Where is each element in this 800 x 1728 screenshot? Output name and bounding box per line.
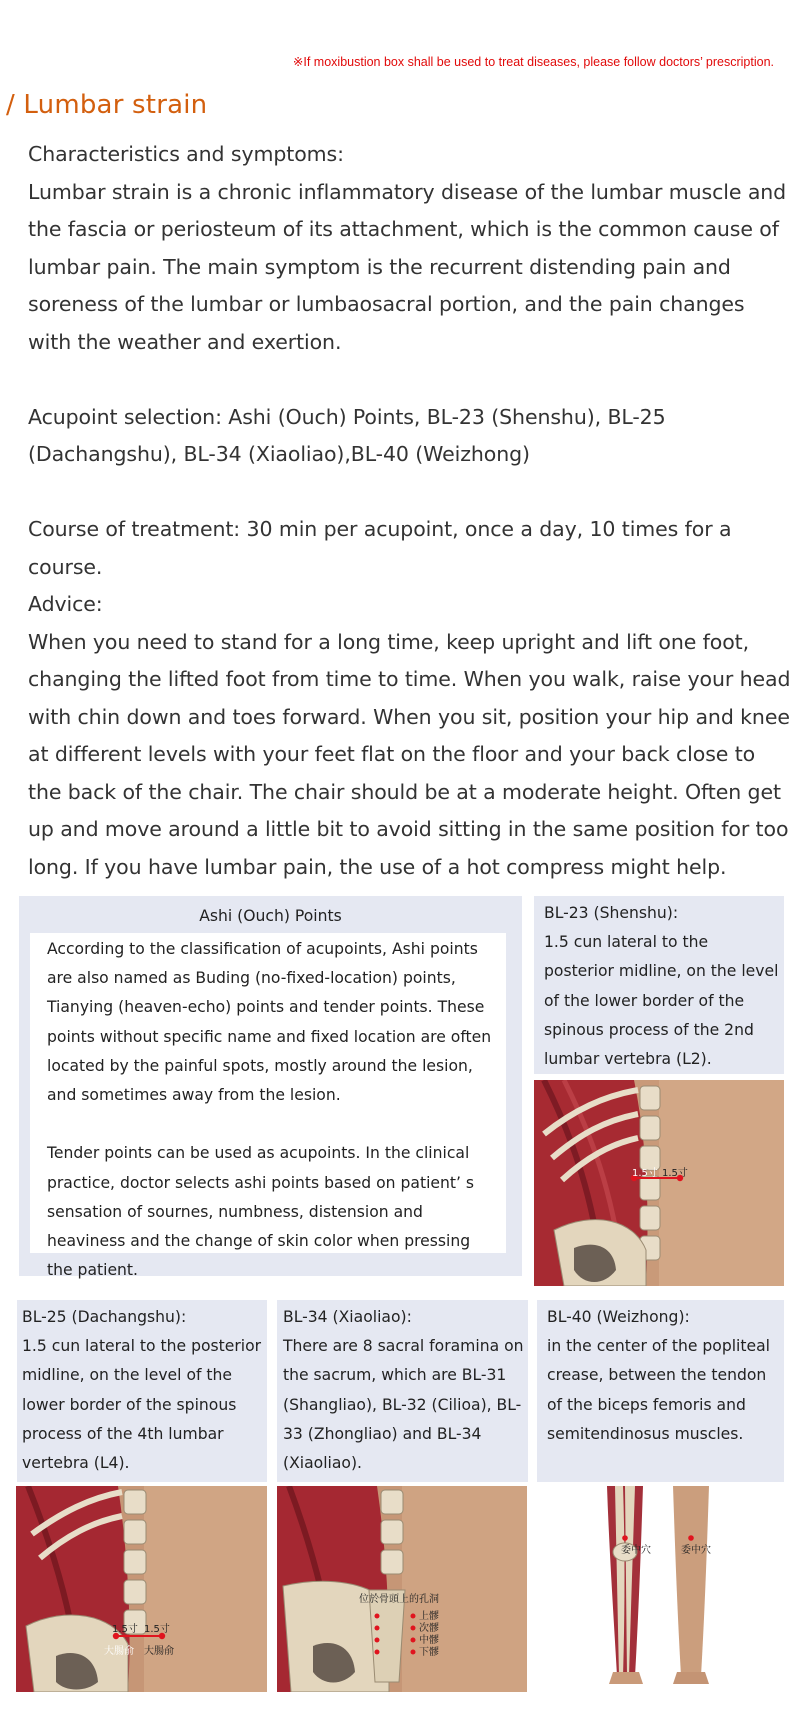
bl25-distance-right: 1.5寸 [144,1624,170,1635]
bl34-point-4: 下髎 [419,1647,439,1658]
bl25-point-left: 大腸俞 [104,1646,134,1657]
bl40-label-right: 委中穴 [681,1545,711,1556]
bl25-illustration [16,1486,267,1692]
bl25-panel [17,1300,267,1482]
characteristics-label: Characteristics and symptoms: [28,142,344,166]
bl23-distance-left: 1.5寸 [632,1168,658,1179]
ashi-panel [19,896,522,1280]
page-title: / Lumbar strain [6,90,208,120]
bl23-panel [534,896,784,1074]
bl40-panel [537,1300,784,1482]
advice-label: Advice: [28,592,103,616]
moxibustion-warning: ※If moxibustion box shall be used to treat diseases, please follow doctors’ prescription. [292,55,774,69]
bl34-illustration [277,1486,527,1692]
bl23-illustration [534,1080,784,1286]
bl40-title: BL-40 (Weizhong): [547,1308,690,1326]
ashi-title: Ashi (Ouch) Points [199,907,342,925]
bl34-title: BL-34 (Xiaoliao): [283,1308,412,1326]
bl40-label-left: 委中穴 [621,1545,651,1556]
bl34-point-3: 中髎 [419,1635,439,1646]
bl23-title: BL-23 (Shenshu): [544,904,679,922]
bl23-description: 1.5 cun lateral to the posterior midline, on the level of the lower border of the spinous process of the 2nd lumbar vertebra (L2). [544,933,779,1069]
bl34-caption: 位於骨頭上的孔洞 [359,1594,439,1605]
bl34-description: There are 8 sacral foramina on the sacrum, which are BL-31 (Shangliao), BL-32 (Cilioa), BL-33 (Zhongliao) and BL-34 (Xiaoliao). [283,1337,524,1473]
ashi-description [30,933,506,1280]
ashi-paragraph-2: Tender points can be used as acupoints. In the clinical practice, doctor selects ashi points based on patient’ s sensation of sournes, numbness, distension and heaviness and the change of skin color when pressing the patient. [47,1144,475,1280]
bl25-point-right: 大腸俞 [144,1646,174,1657]
bl34-point-1: 上髎 [419,1611,439,1622]
bl25-title: BL-25 (Dachangshu): [22,1308,187,1326]
acupoint-selection: Acupoint selection: Ashi (Ouch) Points, BL-23 (Shenshu), BL-25 (Dachangshu), BL-34 (Xiaoliao),BL-40 (Weizhong) [28,404,666,466]
course-of-treatment: Course of treatment: 30 min per acupoint, once a day, 10 times for a course. [28,517,732,579]
characteristics-body: Lumbar strain is a chronic inflammatory disease of the lumbar muscle and the fascia or periosteum of its attachment, which is the common cause of lumbar pain. The main symptom is the recurrent distending pain and soreness of the lumbar or lumbaosacral portion, and the pain changes with the weather and exertion. [28,179,787,354]
advice-body: When you need to stand for a long time, keep upright and lift one foot, changing the lifted foot from time to time. When you walk, raise your head with chin down and toes forward. When you sit, position your hip and knee at different levels with your feet flat on the floor and your back close to the back of the chair. The chair should be at a moderate height. Often get up and move around a little bit to avoid sitting in the same position for too long. If you have lumbar pain, the use of a hot compress might help. [28,629,791,879]
bl34-panel [277,1300,528,1482]
bl25-description: 1.5 cun lateral to the posterior midline, on the level of the lower border of the spinous process of the 4th lumbar vertebra (L4). [22,1337,262,1473]
ashi-paragraph-1: According to the classification of acupoints, Ashi points are also named as Buding (no-fixed-location) points, Tianying (heaven-echo) points and tender points. These points without specific name and fixed location are often located by the painful spots, mostly around the lesion, and sometimes away from the lesion. [47,940,492,1105]
bl23-distance-right: 1.5寸 [662,1168,688,1179]
bl40-description: in the center of the popliteal crease, between the tendon of the biceps femoris and semitendinosus muscles. [547,1337,770,1443]
bl34-point-2: 次髎 [419,1623,439,1634]
bl40-illustration [537,1486,784,1692]
bl25-distance-left: 1.5寸 [112,1624,138,1635]
